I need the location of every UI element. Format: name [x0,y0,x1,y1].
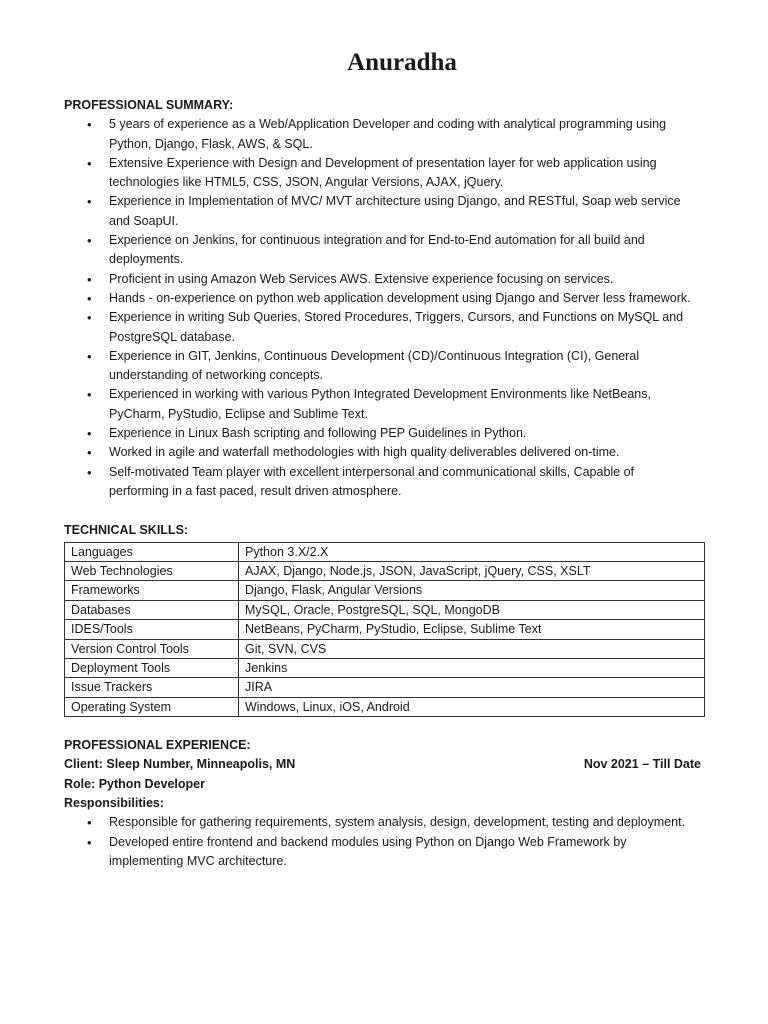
summary-item: • Experience in writing Sub Queries, Stored Procedures, Triggers, Cursors, and Functions on MySQL and PostgreSQL database. [109,308,704,347]
summary-item: • Hands - on-experience on python web application development using Django and Server less framework. [109,289,704,308]
table-row [65,678,705,697]
summary-item: • Experience in GIT, Jenkins, Continuous Development (CD)/Continuous Integration (CI), General understanding of networking concepts. [109,347,704,386]
skill-category: Deployment Tools [65,658,239,677]
employment-dates: Nov 2021 – Till Date [583,757,701,772]
experience-section [64,736,704,871]
summary-heading: PROFESSIONAL SUMMARY: [64,98,234,112]
skill-category: Databases [65,600,239,619]
responsibility-item: • Developed entire frontend and backend modules using Python on Django Web Framework by implementing MVC architecture. [109,833,704,872]
skill-category: Issue Trackers [65,678,239,697]
skills-heading: TECHNICAL SKILLS: [64,523,189,538]
summary-list [64,115,704,501]
skill-category: Version Control Tools [65,639,239,658]
table-row [65,697,705,716]
skill-value: Django, Flask, Angular Versions [239,581,705,600]
role-title: Role: Python Developer [64,776,205,791]
table-row [65,620,705,639]
summary-item: • 5 years of experience as a Web/Application Developer and coding with analytical programming using Python, Django, Flask, AWS, & SQL. [109,115,704,154]
skill-category: IDES/Tools [65,620,239,639]
summary-item: • Experience in Implementation of MVC/ MVT architecture using Django, and RESTful, Soap web service and SoapUI. [109,192,704,231]
section-spacer [64,501,704,521]
responsibilities-heading: Responsibilities: [64,796,165,811]
skill-value: Jenkins [239,658,705,677]
skill-category: Operating System [65,697,239,716]
summary-section [64,96,704,501]
table-row [65,561,705,580]
summary-item: • Proficient in using Amazon Web Services AWS. Extensive experience focusing on services. [109,270,704,289]
responsibilities-list [64,813,704,871]
skill-value: AJAX, Django, Node.js, JSON, JavaScript, jQuery, CSS, XSLT [239,561,705,580]
table-row [65,581,705,600]
skill-category: Frameworks [65,581,239,600]
skills-table [64,542,705,718]
skill-value: Git, SVN, CVS [239,639,705,658]
summary-item: • Worked in agile and waterfall methodologies with high quality deliverables delivered on-time. [109,443,704,462]
skill-value: JIRA [239,678,705,697]
summary-item: • Experienced in working with various Python Integrated Development Environments like NetBeans, PyCharm, PyStudio, Eclipse and Sublime Text. [109,385,704,424]
skill-value: NetBeans, PyCharm, PyStudio, Eclipse, Sublime Text [239,620,705,639]
table-row [65,658,705,677]
skill-category: Web Technologies [65,561,239,580]
candidate-name: Anuradha [347,49,457,76]
summary-item: • Experience in Linux Bash scripting and following PEP Guidelines in Python. [109,424,704,443]
responsibility-item: • Responsible for gathering requirements, system analysis, design, development, testing and deployment. [109,813,704,832]
table-row [65,600,705,619]
skill-value: MySQL, Oracle, PostgreSQL, SQL, MongoDB [239,600,705,619]
skill-category: Languages [65,542,239,561]
skills-section [64,521,704,717]
skill-value: Windows, Linux, iOS, Android [239,697,705,716]
table-row [65,639,705,658]
section-spacer [64,717,704,736]
summary-item: • Experience on Jenkins, for continuous integration and for End-to-End automation for all build and deployments. [109,231,704,270]
experience-heading: PROFESSIONAL EXPERIENCE: [64,738,251,753]
skill-value: Python 3.X/2.X [239,542,705,561]
summary-item: • Self-motivated Team player with excellent interpersonal and communicational skills, Capable of performing in a fast paced, result driven atmosphere. [109,463,704,502]
client-name: Client: Sleep Number, Minneapolis, MN [64,757,296,772]
table-row [65,542,705,561]
client-line [64,755,704,774]
summary-item: • Extensive Experience with Design and Development of presentation layer for web application using technologies like HTML5, CSS, JSON, Angular Versions, AJAX, jQuery. [109,154,704,193]
